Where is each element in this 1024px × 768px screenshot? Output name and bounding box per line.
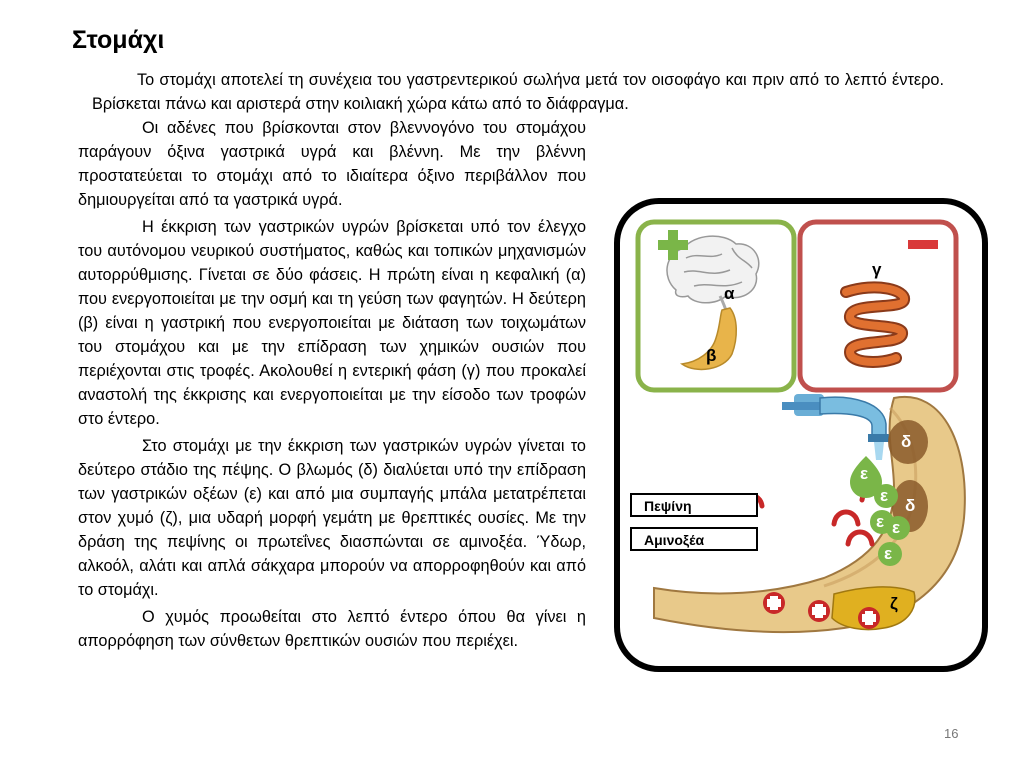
label-epsilon: ε [880, 486, 889, 505]
label-delta: δ [905, 496, 916, 515]
intro-paragraph: Το στομάχι αποτελεί τη συνέχεια του γαστρεντερικού σωλήνα μετά τον οισοφάγο και πριν από το λεπτό έντερο. Βρίσκεται πάνω και αριστερά στην κοιλιακή χώρα κάτω από το διάφραγμα. [92, 71, 944, 113]
paragraph-digestion: Στο στομάχι με την έκκριση των γαστρικών υγρών γίνεται το δεύτερο στάδιο της πέψης. Ο βλωμός (δ) διαλύεται υπό την επίδραση των γαστρικών οξέων (ε) και από μια συμπαγής μπάλα μετατρέπεται στον χυμό (ζ), μια υδαρή μορφή γεμάτη με θρεπτικές ουσίες. Με την δράση της πεψίνης οι πρωτεΐνες διασπώνται σε αμινοξέα. Ύδωρ, αλκοόλ, αλάτι και απλά σάκχαρα μπορούν να απορροφηθούν και από το στομάχι. [78, 437, 586, 599]
page-number: 16 [944, 726, 959, 741]
stomach-diagram [614, 198, 988, 672]
label-delta: δ [901, 432, 912, 451]
label-epsilon: ε [860, 464, 869, 483]
paragraph-secretion-phases: Η έκκριση των γαστρικών υγρών βρίσκεται υπό τον έλεγχο του αυτόνομου νευρικού συστήματος, καθώς και τοπικών μηχανισμών αυτορρύθμισης. Γίνεται σε δύο φάσεις. Η πρώτη είναι η κεφαλική (α) που ενεργοποιείται με την οσμή και τη γεύση των φαγητών. Η δεύτερη (β) είναι η γαστρική που ενεργοποιείται με διάταση των τοιχωμάτων του στομάχου και με την επίδραση των χημικών ουσιών που περιέχονται στις τροφές. Ακολουθεί η εντερική φάση (γ) που προκαλεί αναστολή της έκκρισης και ενεργοποιείται με την είσοδο των τροφών στο έντερο. [78, 218, 586, 428]
legend-aminoacids-label: Αμινοξέα [644, 532, 705, 548]
paragraph-glands: Οι αδένες που βρίσκονται στον βλεννογόνο του στομάχου παράγουν όξινα γαστρικά υγρά και βλέννη. Με την βλέννη προστατεύεται το στομάχι από το ιδιαίτερα όξινο περιβάλλον που δημιουργείται από τα γαστρικά υγρά. [78, 119, 586, 209]
minus-icon [908, 240, 938, 249]
body-text [78, 116, 586, 656]
stomach-diagram-graphic [614, 198, 988, 672]
legend-aminoacids [630, 527, 758, 551]
legend-pepsin-label: Πεψίνη [644, 498, 692, 514]
page-title: Στομάχι [72, 26, 165, 54]
label-beta: β [706, 346, 717, 365]
label-epsilon: ε [884, 544, 893, 563]
label-zeta: ζ [890, 594, 898, 613]
paragraph-chyme: Ο χυμός προωθείται στο λεπτό έντερο όπου θα γίνει η απορρόφηση των σύνθετων θρεπτικών ουσιών που περιέχει. [78, 608, 586, 650]
label-gamma: γ [872, 260, 882, 279]
label-alpha: α [724, 284, 735, 303]
label-epsilon: ε [876, 512, 885, 531]
label-epsilon: ε [892, 518, 901, 537]
legend-pepsin [630, 493, 758, 517]
